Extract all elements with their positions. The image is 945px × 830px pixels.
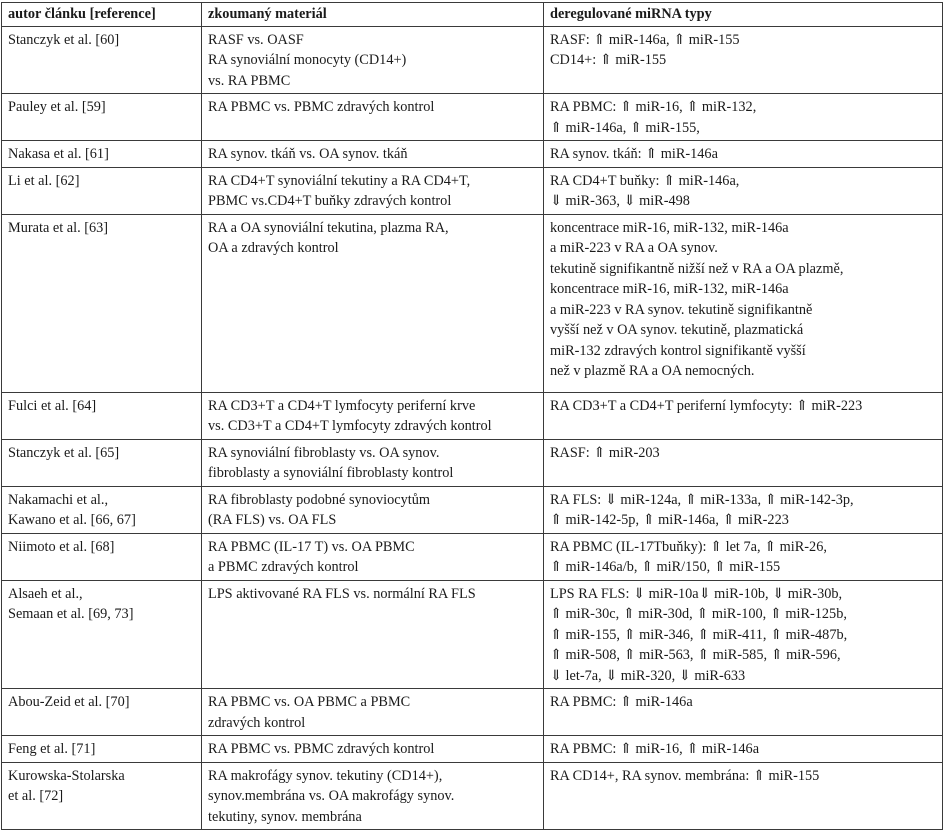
cell-mirna: RA FLS: ⇓ miR-124a, ⇑ miR-133a, ⇑ miR-142-3p, ⇑ miR-142-5p, ⇑ miR-146a, ⇑ miR-223 xyxy=(544,486,943,533)
cell-mirna: RA CD3+T a CD4+T periferní lymfocyty: ⇑ miR-223 xyxy=(544,392,943,439)
cell-material: RASF vs. OASF RA synoviální monocyty (CD14+) vs. RA PBMC xyxy=(202,26,544,94)
cell-mirna: RA PBMC: ⇑ miR-16, ⇑ miR-132, ⇑ miR-146a, ⇑ miR-155, xyxy=(544,94,943,141)
table-row xyxy=(2,141,943,168)
cell-author: Kurowska-Stolarska et al. [72] xyxy=(2,762,202,830)
cell-author: Niimoto et al. [68] xyxy=(2,533,202,580)
cell-material: RA CD4+T synoviální tekutiny a RA CD4+T, PBMC vs.CD4+T buňky zdravých kontrol xyxy=(202,167,544,214)
cell-mirna: RA CD14+, RA synov. membrána: ⇑ miR-155 xyxy=(544,762,943,830)
cell-material: RA PBMC vs. OA PBMC a PBMC zdravých kontrol xyxy=(202,689,544,736)
table-row xyxy=(2,26,943,94)
cell-mirna: RA PBMC: ⇑ miR-16, ⇑ miR-146a xyxy=(544,736,943,763)
cell-author: Alsaeh et al., Semaan et al. [69, 73] xyxy=(2,580,202,689)
header-row xyxy=(2,3,943,27)
header-mirna: deregulované miRNA typy xyxy=(544,3,943,27)
cell-author: Nakamachi et al., Kawano et al. [66, 67] xyxy=(2,486,202,533)
cell-author: Nakasa et al. [61] xyxy=(2,141,202,168)
table-row xyxy=(2,689,943,736)
table-row xyxy=(2,214,943,392)
table-row xyxy=(2,762,943,830)
cell-mirna: koncentrace miR-16, miR-132, miR-146a a miR-223 v RA a OA synov. tekutině signifikantně nižší než v RA a OA plazmě, koncentrace miR-16, miR-132, miR-146a a miR-223 v RA synov. tekutině signifikantně vyšší než v OA synov. tekutině, plazmatická miR-132 zdravých kontrol signifikantě vyšší než v plazmě RA a OA nemocných. xyxy=(544,214,943,392)
cell-mirna: RASF: ⇑ miR-203 xyxy=(544,439,943,486)
cell-author: Stanczyk et al. [60] xyxy=(2,26,202,94)
cell-material: RA synoviální fibroblasty vs. OA synov. fibroblasty a synoviální fibroblasty kontrol xyxy=(202,439,544,486)
cell-material: RA makrofágy synov. tekutiny (CD14+), synov.membrána vs. OA makrofágy synov. tekutiny, synov. membrána xyxy=(202,762,544,830)
cell-author: Fulci et al. [64] xyxy=(2,392,202,439)
cell-mirna: RA PBMC (IL-17Tbuňky): ⇑ let 7a, ⇑ miR-26, ⇑ miR-146a/b, ⇑ miR/150, ⇑ miR-155 xyxy=(544,533,943,580)
cell-author: Murata et al. [63] xyxy=(2,214,202,392)
cell-mirna: LPS RA FLS: ⇓ miR-10a⇓ miR-10b, ⇓ miR-30b, ⇑ miR-30c, ⇑ miR-30d, ⇑ miR-100, ⇑ miR-125b, ⇑ miR-155, ⇑ miR-346, ⇑ miR-411, ⇑ miR-487b, ⇑ miR-508, ⇑ miR-563, ⇑ miR-585, ⇑ miR-596, ⇓ let-7a, ⇓ miR-320, ⇓ miR-633 xyxy=(544,580,943,689)
cell-author: Li et al. [62] xyxy=(2,167,202,214)
cell-author: Stanczyk et al. [65] xyxy=(2,439,202,486)
cell-material: RA PBMC vs. PBMC zdravých kontrol xyxy=(202,736,544,763)
table-row xyxy=(2,486,943,533)
cell-material: RA synov. tkáň vs. OA synov. tkáň xyxy=(202,141,544,168)
table-row xyxy=(2,736,943,763)
table-row xyxy=(2,392,943,439)
cell-mirna: RASF: ⇑ miR-146a, ⇑ miR-155 CD14+: ⇑ miR-155 xyxy=(544,26,943,94)
cell-material: RA CD3+T a CD4+T lymfocyty periferní krve vs. CD3+T a CD4+T lymfocyty zdravých kontrol xyxy=(202,392,544,439)
mirna-table xyxy=(1,2,943,830)
table-row xyxy=(2,167,943,214)
table-row xyxy=(2,533,943,580)
header-material: zkoumaný materiál xyxy=(202,3,544,27)
table-row xyxy=(2,439,943,486)
table-row xyxy=(2,94,943,141)
cell-material: RA PBMC vs. PBMC zdravých kontrol xyxy=(202,94,544,141)
table-body xyxy=(2,26,943,830)
cell-material: RA PBMC (IL-17 T) vs. OA PBMC a PBMC zdravých kontrol xyxy=(202,533,544,580)
cell-material: RA a OA synoviální tekutina, plazma RA, OA a zdravých kontrol xyxy=(202,214,544,392)
cell-author: Feng et al. [71] xyxy=(2,736,202,763)
table-row xyxy=(2,580,943,689)
cell-author: Pauley et al. [59] xyxy=(2,94,202,141)
header-author: autor článku [reference] xyxy=(2,3,202,27)
cell-mirna: RA PBMC: ⇑ miR-146a xyxy=(544,689,943,736)
cell-mirna: RA synov. tkáň: ⇑ miR-146a xyxy=(544,141,943,168)
cell-material: RA fibroblasty podobné synoviocytům (RA FLS) vs. OA FLS xyxy=(202,486,544,533)
cell-mirna: RA CD4+T buňky: ⇑ miR-146a, ⇓ miR-363, ⇓ miR-498 xyxy=(544,167,943,214)
cell-author: Abou-Zeid et al. [70] xyxy=(2,689,202,736)
cell-material: LPS aktivované RA FLS vs. normální RA FLS xyxy=(202,580,544,689)
